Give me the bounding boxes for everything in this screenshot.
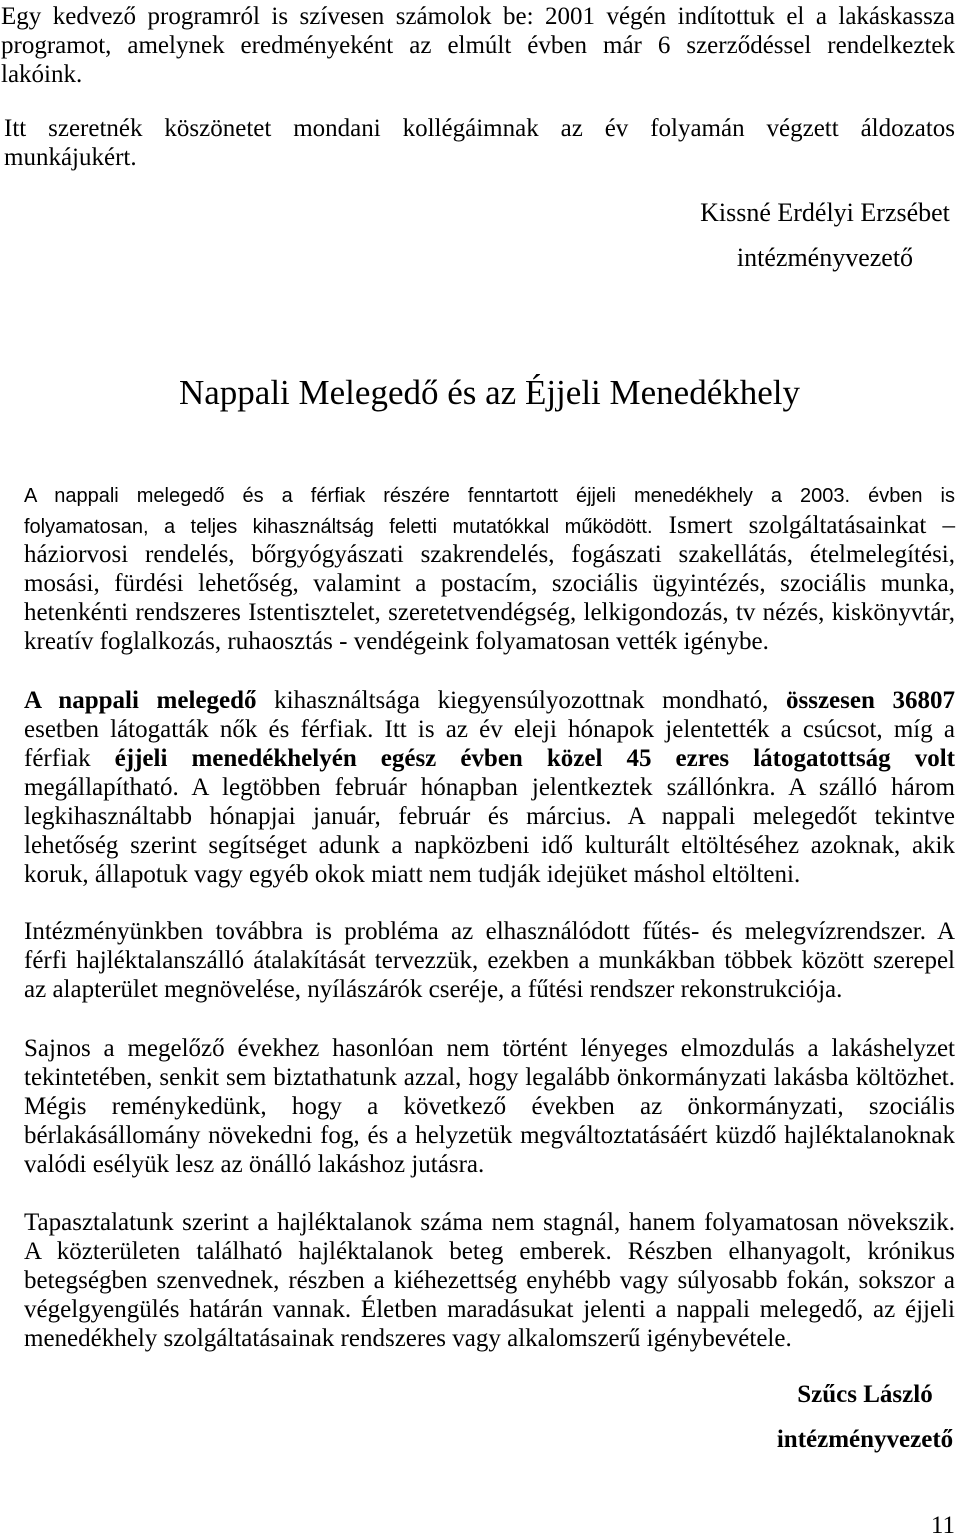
intro-line: programot, amelynek eredményeként az elmúlt évben már 6 szerződéssel rendelkeztek [1,32,955,59]
services-paragraph [24,482,955,656]
usage-line: legkihasználtabb hónapjai január, február és március. A nappali melegedőt tekintve [24,803,955,830]
page-number: 11 [930,1512,955,1539]
housing-paragraph [24,1034,955,1179]
usage-paragraph [24,686,955,889]
housing-line: bérlakásállomány növekedni fog, és a helyzetük megváltoztatásáért küzdő hajléktalanoknak [24,1122,955,1149]
usage-line: esetben látogatták nők és férfiak. Itt is az év eleji hónapok jelentették a csúcsot, míg a [24,716,955,743]
usage-bold-segment: összesen 36807 [785,687,955,714]
intro-paragraph [1,2,955,89]
experience-line: Tapasztalatunk szerint a hajléktalanok száma nem stagnál, hanem folyamatosan növekszik. [24,1209,955,1236]
problems-paragraph [24,917,955,1004]
problems-line: az alapterület megnövelése, nyílászárók cseréje, a fűtési rendszer rekonstrukciója. [24,976,843,1003]
usage-bold-segment: A nappali melegedő [24,687,257,714]
services-line: kreatív foglalkozás, ruhaosztás - vendégeink folyamatosan vették igénybe. [24,628,769,655]
housing-line: Sajnos a megelőző évekhez hasonlóan nem történt lényeges elmozdulás a lakáshelyzet [24,1035,955,1062]
thanks-line: munkájukért. [4,144,137,171]
signature-1-title: intézményvezető [736,243,914,272]
experience-paragraph [24,1208,955,1353]
intro-line: Egy kedvező programról is szívesen számolok be: 2001 végén indítottuk el a lakáskassza [1,3,955,30]
usage-line: koruk, állapotuk vagy egyéb okok miatt nem tudják idejüket máshol eltölteni. [24,861,801,888]
thanks-paragraph [4,114,955,172]
signature-2-name: Szűcs László [797,1381,933,1408]
services-line: mosási, fürdési lehetőség, valamint a postacím, szociális ügyintézés, szociális munka, [24,570,955,597]
housing-line: Mégis reménykedünk, hogy a következő években az önkormányzati, szociális [24,1093,955,1120]
problems-line: Intézményünkben továbbra is probléma az elhasználódott fűtés- és melegvízrendszer. A [24,918,955,945]
usage-line [24,744,955,773]
usage-line [24,686,955,715]
housing-line: tekintetében, senkit sem biztathatunk azzal, hogy legalább önkormányzati lakásba költözhet. [24,1064,955,1091]
usage-line: lehetőség szerint segítséget adunk a napközbeni idő kulturált eltöltéséhez azoknak, akik [24,832,955,859]
thanks-line: Itt szeretnék köszönetet mondani kollégáimnak az év folyamán végzett áldozatos [4,115,955,142]
services-segment: Ismert szolgáltatásainkat – [668,512,956,539]
usage-segment: kihasználtsága kiegyensúlyozottnak mondható, [274,687,769,714]
experience-line: menedékhely szolgáltatásainak rendszeres vagy alkalomszerű igénybevétele. [24,1325,792,1352]
services-line [24,511,955,540]
experience-line: végelgyengülés határán vannak. Életben maradásukat jelenti a nappali melegedő, az éjjeli [24,1296,955,1323]
services-line: hetenkénti rendszeres Istentisztelet, szeretetvendégség, lelkigondozás, tv nézés, kiskönyvtár, [24,599,955,626]
housing-line: valódi esélyük lesz az önálló lakáshoz jutásra. [24,1151,485,1178]
problems-line: férfi hajléktalanszálló átalakítását tervezzük, ezekben a munkákban többek között szerepel [24,947,955,974]
services-segment-sans: folyamatosan, a teljes kihasználtság feletti mutatókkal működött. [24,516,653,538]
services-line: A nappali melegedő és a férfiak részére fenntartott éjjeli menedékhely a 2003. évben is [24,485,955,507]
intro-line: lakóink. [1,61,83,88]
usage-line: megállapítható. A legtöbben február hónapban jelentkeztek szállónkra. A szálló három [24,774,955,801]
signature-2-title: intézményvezető [776,1426,954,1453]
section-title: Nappali Melegedő és az Éjjeli Menedékhely [178,373,800,412]
usage-bold-segment: éjjeli menedékhelyén egész évben közel 45 ezres látogatottság volt [114,745,955,772]
experience-line: betegségben szenvednek, részben a kiéhezettség enyhébb vagy súlyosabb fokán, sokszor a [24,1267,955,1294]
services-line: háziorvosi rendelés, bőrgyógyászati szakrendelés, fogászati szakellátás, ételmelegítési, [24,541,955,568]
experience-line: A közterületen található hajléktalanok beteg emberek. Részben elhanyagolt, krónikus [24,1238,955,1265]
usage-segment: férfiak [24,745,91,772]
signature-1-name: Kissné Erdélyi Erzsébet [700,198,950,227]
